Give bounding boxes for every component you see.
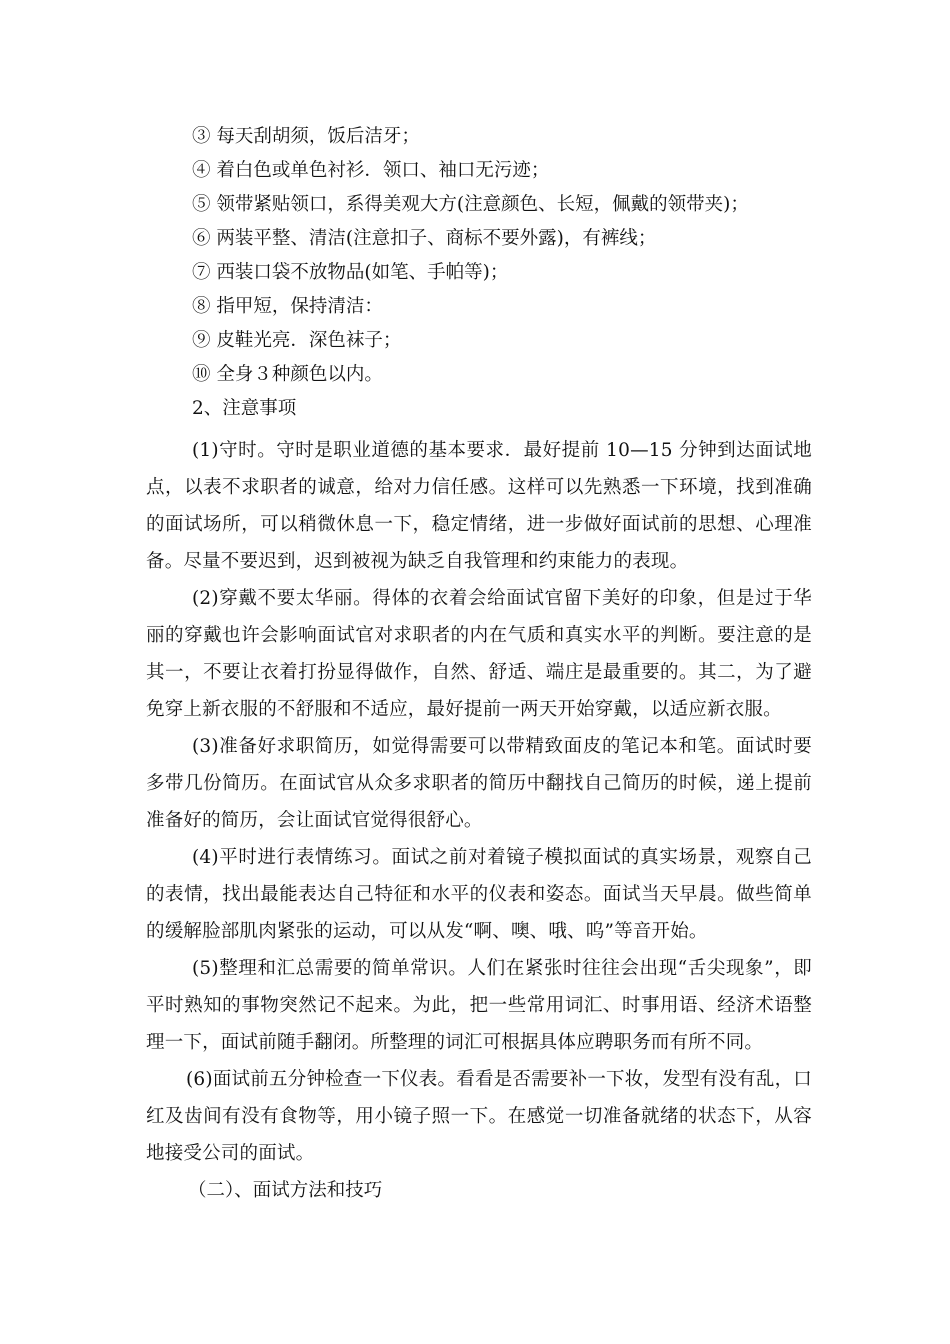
list-item: ③ 每天刮胡须，饭后洁牙； (192, 126, 420, 147)
list-item: ⑧ 指甲短，保持清洁： (192, 296, 383, 317)
paragraph-punctuality: (1)守时。守时是职业道德的基本要求．最好提前 10—15 分钟到达面试地点，以表不求职者的诚意，给对力信任感。这样可以先熟悉一下环境，找到准确的面试场所，可以稍微休息一下，稳定情绪，进一步做好面试前的思想、心理准备。尽量不要迟到，迟到被视为缺乏自我管理和约束能力的表现。 (146, 440, 812, 572)
list-item: ⑦ 西装口袋不放物品(如笔、手帕等)； (192, 262, 509, 283)
paragraph-expression: (4)平时进行表情练习。面试之前对着镜子模拟面试的真实场景，观察自己的表情，找出最能表达自己特征和水平的仪表和姿态。面试当天早晨。做些简单的缓解脸部肌肉紧张的运动，可以从发“啊、噢、哦、呜”等音开始。 (146, 847, 812, 942)
paragraph-resume: (3)准备好求职简历，如觉得需要可以带精致面皮的笔记本和笔。面试时要多带几份简历。在面试官从众多求职者的简历中翻找自己简历的时候，递上提前准备好的简历，会让面试官觉得很舒心。 (146, 736, 812, 831)
paragraph-attire: (2)穿戴不要太华丽。得体的衣着会给面试官留下美好的印象，但是过于华丽的穿戴也许会影响面试官对求职者的内在气质和真实水平的判断。要注意的是其一，不要让衣着打扮显得做作，自然、舒适、端庄是最重要的。其二，为了避免穿上新衣服的不舒服和不适应，最好提前一两天开始穿戴，以适应新衣服。 (146, 588, 812, 720)
paragraph-appearance-check: (6)面试前五分钟检查一下仪表。看看是否需要补一下妆，发型有没有乱，口红及齿间有没有食物等，用小镜子照一下。在感觉一切准备就绪的状态下，从容地接受公司的面试。 (146, 1069, 812, 1164)
subsection-heading: （二）、面试方法和技巧 (188, 1180, 383, 1201)
paragraph-knowledge: (5)整理和汇总需要的简单常识。人们在紧张时往往会出现“舌尖现象”，即平时熟知的事物突然记不起来。为此，把一些常用词汇、时事用语、经济术语整理一下，面试前随手翻闭。所整理的词汇可根据具体应聘职务而有所不同。 (146, 958, 812, 1053)
document-body (146, 120, 812, 1209)
list-item: ⑨ 皮鞋光亮．深色袜子； (192, 330, 402, 351)
list-item: ⑥ 两装平整、清洁(注意扣子、商标不要外露)，有裤线； (192, 228, 657, 249)
section-heading: 2、注意事项 (192, 398, 297, 419)
list-item: ⑩ 全身３种颜色以内。 (192, 364, 383, 385)
list-item: ⑤ 领带紧贴领口，系得美观大方(注意颜色、长短，佩戴的领带夹)； (192, 194, 749, 215)
list-item: ④ 着白色或单色衬衫．领口、袖口无污迹； (192, 160, 550, 181)
